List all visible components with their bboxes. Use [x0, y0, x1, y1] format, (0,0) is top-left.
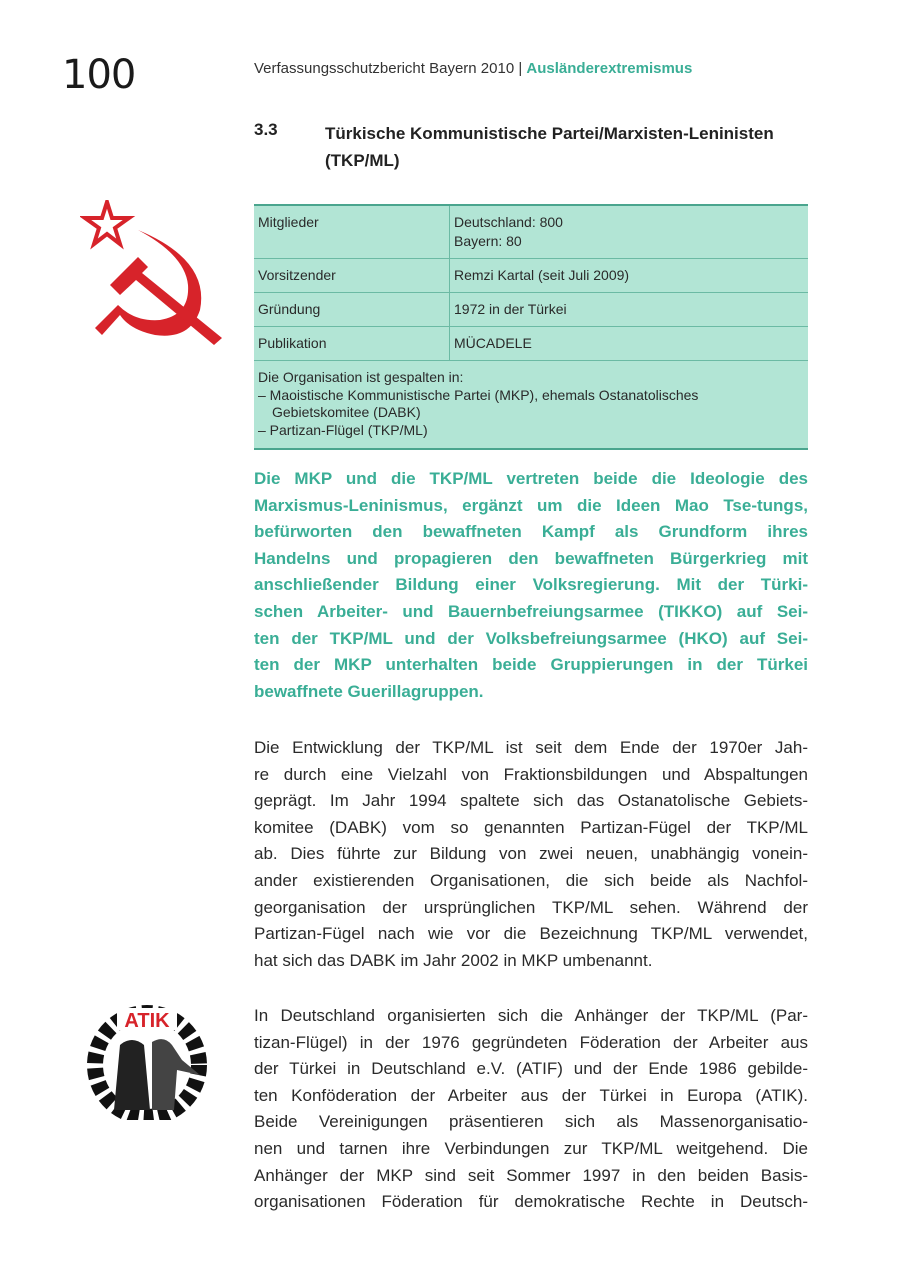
row-key: Gründung — [254, 293, 450, 327]
table-row — [254, 259, 808, 293]
page-number: 100 — [62, 52, 136, 98]
text-line: ab. Dies führte zur Bildung von zwei neuen, unabhängig vonein- — [254, 844, 808, 864]
table-note-row — [254, 361, 808, 450]
text-line: ten der MKP unterhalten beide Gruppierungen in der Türkei — [254, 655, 808, 675]
hammer-sickle-logo — [80, 200, 230, 350]
text-line: Beide Vereinigungen präsentieren sich als Massenorganisatio- — [254, 1112, 808, 1132]
note-item-cont: Gebietskomitee (DABK) — [272, 404, 421, 420]
row-value: 1972 in der Türkei — [450, 293, 809, 327]
text-line: Handelns und propagieren den bewaffneten Bürgerkrieg mit — [254, 548, 808, 568]
text-line: schen Arbeiter- und Bauernbefreiungsarmee (TIKKO) auf Sei- — [254, 601, 808, 621]
table-row — [254, 327, 808, 361]
table-note — [254, 361, 808, 450]
running-header — [254, 60, 692, 77]
text-line: georganisation der ursprünglichen TKP/ML sehen. Während der — [254, 897, 808, 917]
row-value: Remzi Kartal (seit Juli 2009) — [450, 259, 809, 293]
text-line: der Türkei in Deutschland e.V. (ATIF) und der Ende 1986 gebilde- — [254, 1059, 808, 1079]
text-line: hat sich das DABK im Jahr 2002 in MKP umbenannt. — [254, 950, 653, 970]
svg-text:ATIK: ATIK — [124, 1010, 170, 1032]
section-title: Türkische Kommunistische Partei/Marxisten-Leninisten (TKP/ML) — [325, 124, 774, 170]
table-row — [254, 293, 808, 327]
text-line: anschließender Bildung einer Volksregierung. Mit der Türki- — [254, 575, 808, 595]
text-line: bewaffnete Guerillagruppen. — [254, 681, 484, 701]
text-line: Die Entwicklung der TKP/ML ist seit dem Ende der 1970er Jah- — [254, 738, 808, 757]
fact-table — [254, 204, 808, 450]
text-line: ten Konföderation der Arbeiter aus der Türkei in Europa (ATIK). — [254, 1085, 808, 1105]
note-item: – Maoistische Kommunistische Partei (MKP), ehemals Ostanatolisches — [258, 386, 699, 403]
table-row — [254, 205, 808, 259]
text-line: komitee (DABK) vom so genannten Partizan-Fügel der TKP/ML — [254, 817, 808, 837]
row-value: MÜCADELE — [450, 327, 809, 361]
text-line: ten der TKP/ML und der Volksbefreiungsarmee (HKO) auf Sei- — [254, 628, 808, 648]
text-line: geprägt. Im Jahr 1994 spaltete sich das Ostanatolische Gebiets- — [254, 791, 808, 811]
note-item: – Partizan-Flügel (TKP/ML) — [258, 421, 428, 438]
row-key: Mitglieder — [254, 205, 450, 259]
text-line: In Deutschland organisierten sich die Anhänger der TKP/ML (Par- — [254, 1006, 808, 1025]
atik-logo — [72, 1000, 222, 1120]
running-section: Ausländerextremismus — [526, 60, 693, 77]
note-intro: Die Organisation ist gespalten in: — [258, 369, 464, 385]
text-line: Anhänger der MKP sind seit Sommer 1997 in den beiden Basis- — [254, 1165, 808, 1185]
text-line: ander existierenden Organisationen, die sich beide als Nachfol- — [254, 870, 808, 890]
row-value — [450, 205, 809, 259]
value-line: Bayern: 80 — [454, 233, 522, 249]
row-key: Publikation — [254, 327, 450, 361]
text-line: tizan-Flügel) in der 1976 gegründeten Föderation der Arbeiter aus — [254, 1032, 808, 1052]
text-line: Partizan-Fügel nach wie vor die Bezeichnung TKP/ML verwendet, — [254, 924, 808, 944]
running-title: Verfassungsschutzbericht Bayern 2010 — [254, 60, 515, 77]
row-key: Vorsitzender — [254, 259, 450, 293]
text-line: befürworten den bewaffneten Kampf als Grundform ihres — [254, 522, 808, 542]
text-line: Die MKP und die TKP/ML vertreten beide die Ideologie des — [254, 469, 808, 488]
text-line: organisationen Föderation für demokratische Rechte in Deutsch- — [254, 1192, 808, 1212]
lead-paragraph — [254, 466, 808, 705]
value-line: Deutschland: 800 — [454, 214, 563, 230]
body-paragraph — [254, 1003, 808, 1216]
text-line: nen und tarnen ihre Verbindungen zur TKP/ML weitgehend. Die — [254, 1138, 808, 1158]
separator: | — [514, 60, 527, 77]
text-line: re durch eine Vielzahl von Fraktionsbildungen und Abspaltungen — [254, 764, 808, 784]
star-icon — [85, 202, 129, 244]
body-paragraph — [254, 735, 808, 974]
text-line: Marxismus-Leninismus, ergänzt um die Ideen Mao Tse-tungs, — [254, 495, 808, 515]
section-number: 3.3 — [254, 120, 278, 139]
